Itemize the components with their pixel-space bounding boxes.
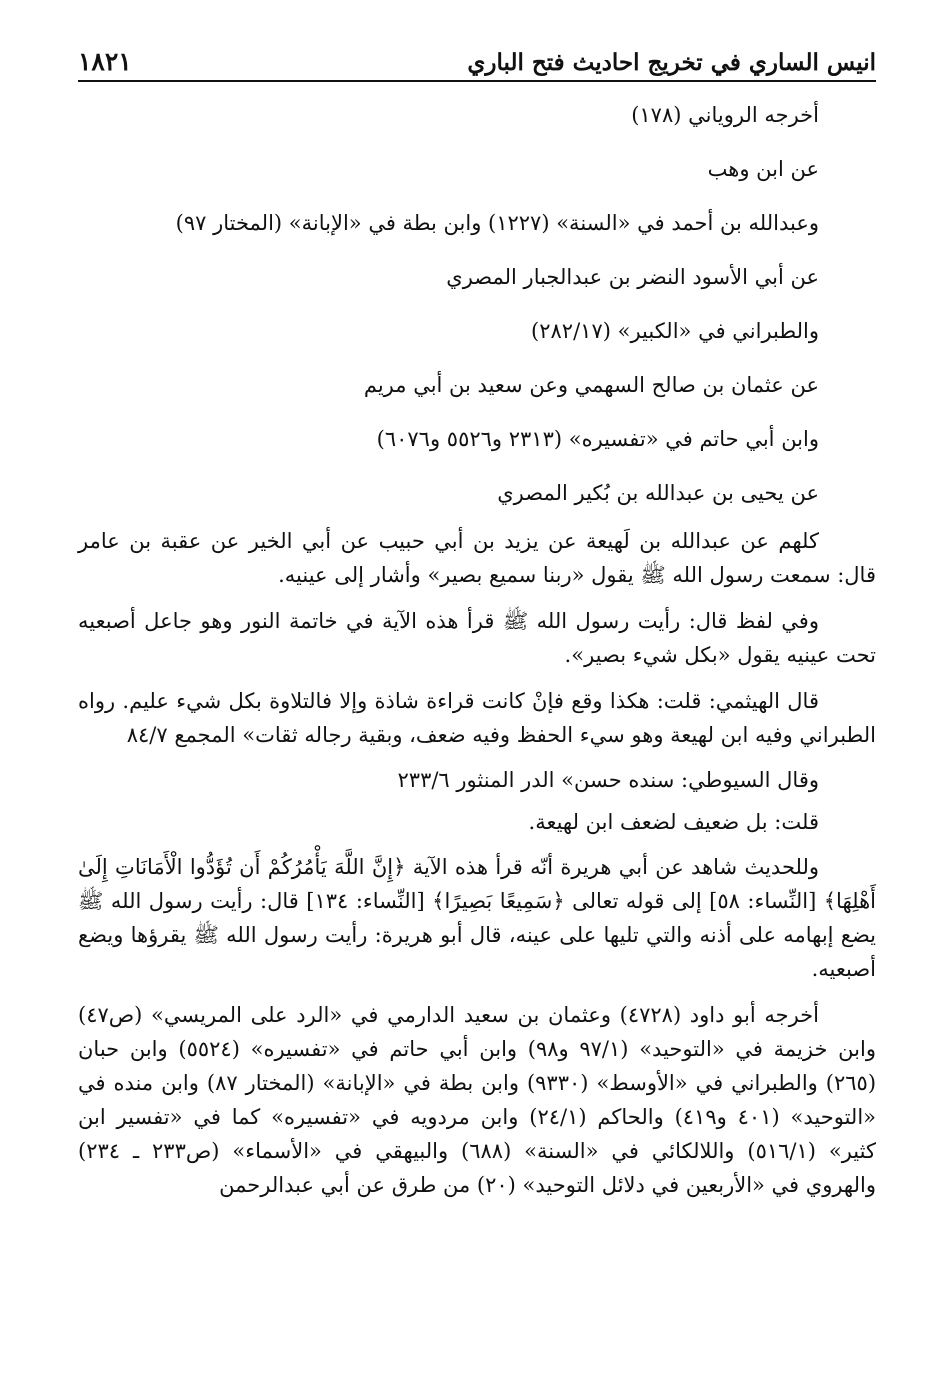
paragraph: وقال السيوطي: سنده حسن» الدر المنثور ٢٣٣/٦ (397, 768, 819, 792)
text-line: وابن أبي حاتم في «تفسيره» (٢٣١٣ و٥٥٢٦ و٦٠٧٦) (376, 427, 819, 451)
paragraph: وفي لفظ قال: رأيت رسول الله ﷺ قرأ هذه الآية في خاتمة النور وهو جاعل أصبعيه تحت عينيه يقول «بكل شيء بصير». (78, 609, 876, 667)
paragraph: قلت: بل ضعيف لضعف ابن لهيعة. (528, 810, 819, 834)
text-line: عن ابن وهب (707, 157, 819, 181)
text-line: أخرجه الروياني (١٧٨) (631, 103, 819, 127)
running-header (78, 30, 876, 82)
text-line: عن أبي الأسود النضر بن عبدالجبار المصري (446, 265, 819, 289)
text-line: عن يحيى بن عبدالله بن بُكير المصري (497, 481, 819, 505)
text-line: عن عثمان بن صالح السهمي وعن سعيد بن أبي مريم (363, 373, 819, 397)
page-body (78, 88, 876, 1202)
paragraph: وللحديث شاهد عن أبي هريرة أنّه قرأ هذه الآية ﴿إِنَّ اللَّهَ يَأْمُرُكُمْ أَن تُؤَدُّوا الْأَمَانَاتِ إِلَىٰ أَهْلِهَا﴾ [النِّساء: ٥٨] إلى قوله تعالى ﴿سَمِيعًا بَصِيرًا﴾ [النِّساء: ١٣٤] قال: رأيت رسول الله ﷺ يضع إبهامه على أذنه والتي تليها على عينه، قال أبو هريرة: رأيت رسول الله ﷺ يقرؤها ويضع أصبعيه. (78, 855, 876, 981)
paragraph: أخرجه أبو داود (٤٧٢٨) وعثمان بن سعيد الدارمي في «الرد على المريسي» (ص٤٧) وابن خزيمة في «التوحيد» (٩٧/١ و٩٨) وابن أبي حاتم في «تفسيره» (٥٥٢٤) وابن حبان (٢٦٥) والطبراني في «الأوسط» (٩٣٣٠) وابن بطة في «الإبانة» (المختار ٨٧) وابن منده في «التوحيد» (٤٠١ و٤١٩) والحاكم (٢٤/١) وابن مردويه في «تفسيره» كما في «تفسير ابن كثير» (٥١٦/١) واللالكائي في «السنة» (٦٨٨) والبيهقي في «الأسماء» (ص٢٣٣ ـ ٢٣٤) والهروي في «الأربعين في دلائل التوحيد» (٢٠) من طرق عن أبي عبدالرحمن (78, 1003, 877, 1197)
page-number: ١٨٢١ (78, 47, 132, 76)
text-line: والطبراني في «الكبير» (٢٨٢/١٧) (531, 319, 819, 343)
text-line: وعبدالله بن أحمد في «السنة» (١٢٢٧) وابن بطة في «الإبانة» (المختار ٩٧) (175, 211, 819, 235)
paragraph: كلهم عن عبدالله بن لَهيعة عن يزيد بن أبي حبيب عن أبي الخير عن عقبة بن عامر قال: سمعت رسول الله ﷺ يقول «ربنا سميع بصير» وأشار إلى عينيه. (78, 529, 876, 587)
book-title: انيس الساري في تخريج احاديث فتح الباري (467, 49, 876, 76)
paragraph: قال الهيثمي: قلت: هكذا وقع فإنْ كانت قراءة شاذة وإلا فالتلاوة بكل شيء عليم. رواه الطبراني وفيه ابن لهيعة وهو سيء الحفظ وفيه ضعف، وبقية رجاله ثقات» المجمع ٨٤/٧ (78, 689, 876, 747)
page (78, 30, 876, 1360)
